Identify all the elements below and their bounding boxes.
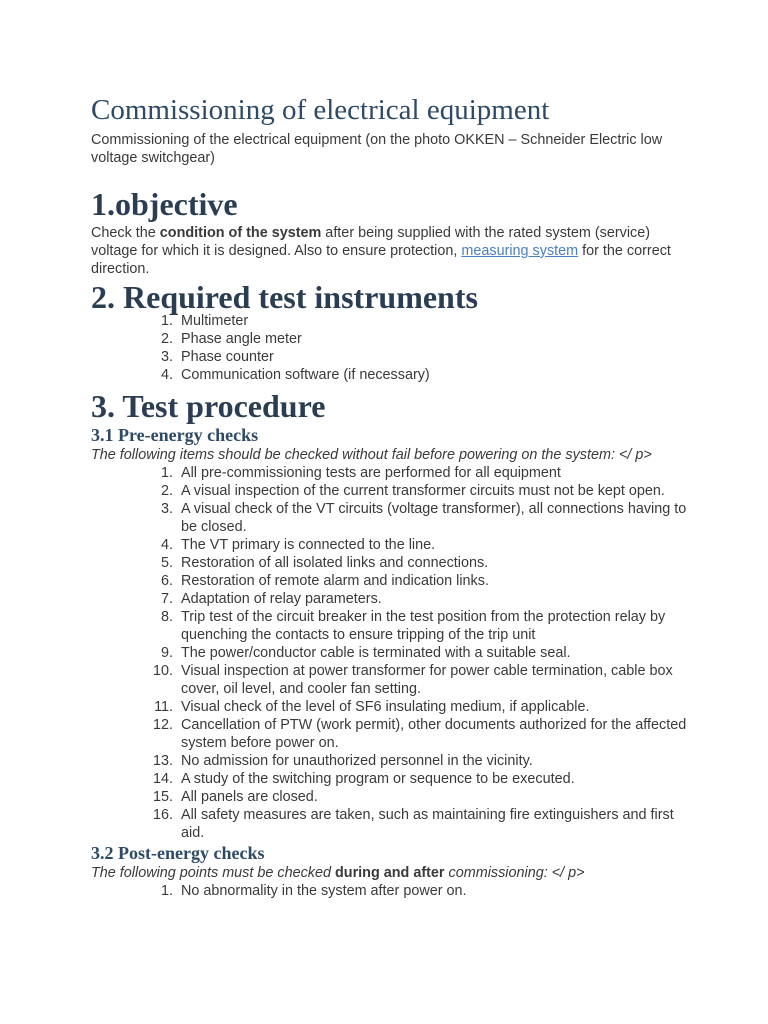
list-item: 11. Visual check of the level of SF6 insulating medium, if applicable. (154, 699, 590, 715)
objective-paragraph (91, 224, 691, 278)
list-item: 4. The VT primary is connected to the line. (160, 537, 436, 553)
objective-heading: 1.objective (91, 186, 238, 222)
instruments-heading: 2. Required test instruments (91, 279, 478, 315)
list-item: 1. Multimeter (160, 313, 249, 329)
list-item: 1. No abnormality in the system after power on. (160, 883, 467, 899)
objective-text-a: Check the (91, 225, 160, 241)
list-item: 9. The power/conductor cable is terminated with a suitable seal. (160, 645, 571, 661)
list-item: 3. A visual check of the VT circuits (voltage transformer), all connections having to be closed. (160, 501, 687, 535)
list-item: 8. Trip test of the circuit breaker in the test position from the protection relay by quenching the contacts to ensure tripping of the trip unit (160, 609, 666, 643)
procedure-heading: 3. Test procedure (91, 388, 326, 424)
list-item: 7. Adaptation of relay parameters. (160, 591, 382, 607)
objective-text-bold: condition of the system (159, 225, 322, 241)
list-item: 5. Restoration of all isolated links and connections. (160, 555, 489, 571)
article-body (91, 90, 691, 900)
list-item: 10. Visual inspection at power transformer for power cable termination, cable box cover, oil level, and cooler fan setting. (152, 663, 673, 697)
intro-paragraph: Commissioning of the electrical equipment (on the photo OKKEN – Schneider Electric low voltage switchgear) (91, 132, 663, 166)
pre-energy-intro: The following items should be checked without fail before powering on the system: </ p> (91, 447, 652, 463)
measuring-system-link[interactable]: measuring system (461, 243, 579, 259)
list-item: 1. All pre-commissioning tests are performed for all equipment (160, 465, 561, 481)
list-item: 2. Phase angle meter (160, 331, 302, 347)
list-item: 16. All safety measures are taken, such as maintaining fire extinguishers and first aid. (152, 807, 674, 841)
list-item: 3. Phase counter (160, 349, 274, 365)
pre-energy-list (91, 464, 691, 842)
list-item: 12. Cancellation of PTW (work permit), other documents authorized for the affected system before power on. (152, 717, 687, 751)
pre-energy-heading: 3.1 Pre-energy checks (91, 425, 259, 445)
list-item: 2. A visual inspection of the current transformer circuits must not be kept open. (160, 483, 665, 499)
post-energy-heading: 3.2 Post-energy checks (91, 843, 265, 863)
post-energy-list (91, 882, 691, 900)
objective-text-b: after being supplied with the rated system (service) voltage for which it is designed. Also to ensure protection, (91, 225, 651, 259)
page-title: Commissioning of electrical equipment (91, 94, 550, 126)
instruments-list (91, 312, 691, 384)
list-item: 15. All panels are closed. (152, 789, 318, 805)
list-item: 6. Restoration of remote alarm and indication links. (160, 573, 489, 589)
objective-text-c: for the correct direction. (91, 243, 671, 277)
list-item: 4. Communication software (if necessary) (160, 367, 430, 383)
post-energy-intro: The following points must be checked during and after commissioning: </ p> (91, 865, 585, 881)
list-item: 13. No admission for unauthorized personnel in the vicinity. (152, 753, 533, 769)
list-item: 14. A study of the switching program or sequence to be executed. (152, 771, 575, 787)
